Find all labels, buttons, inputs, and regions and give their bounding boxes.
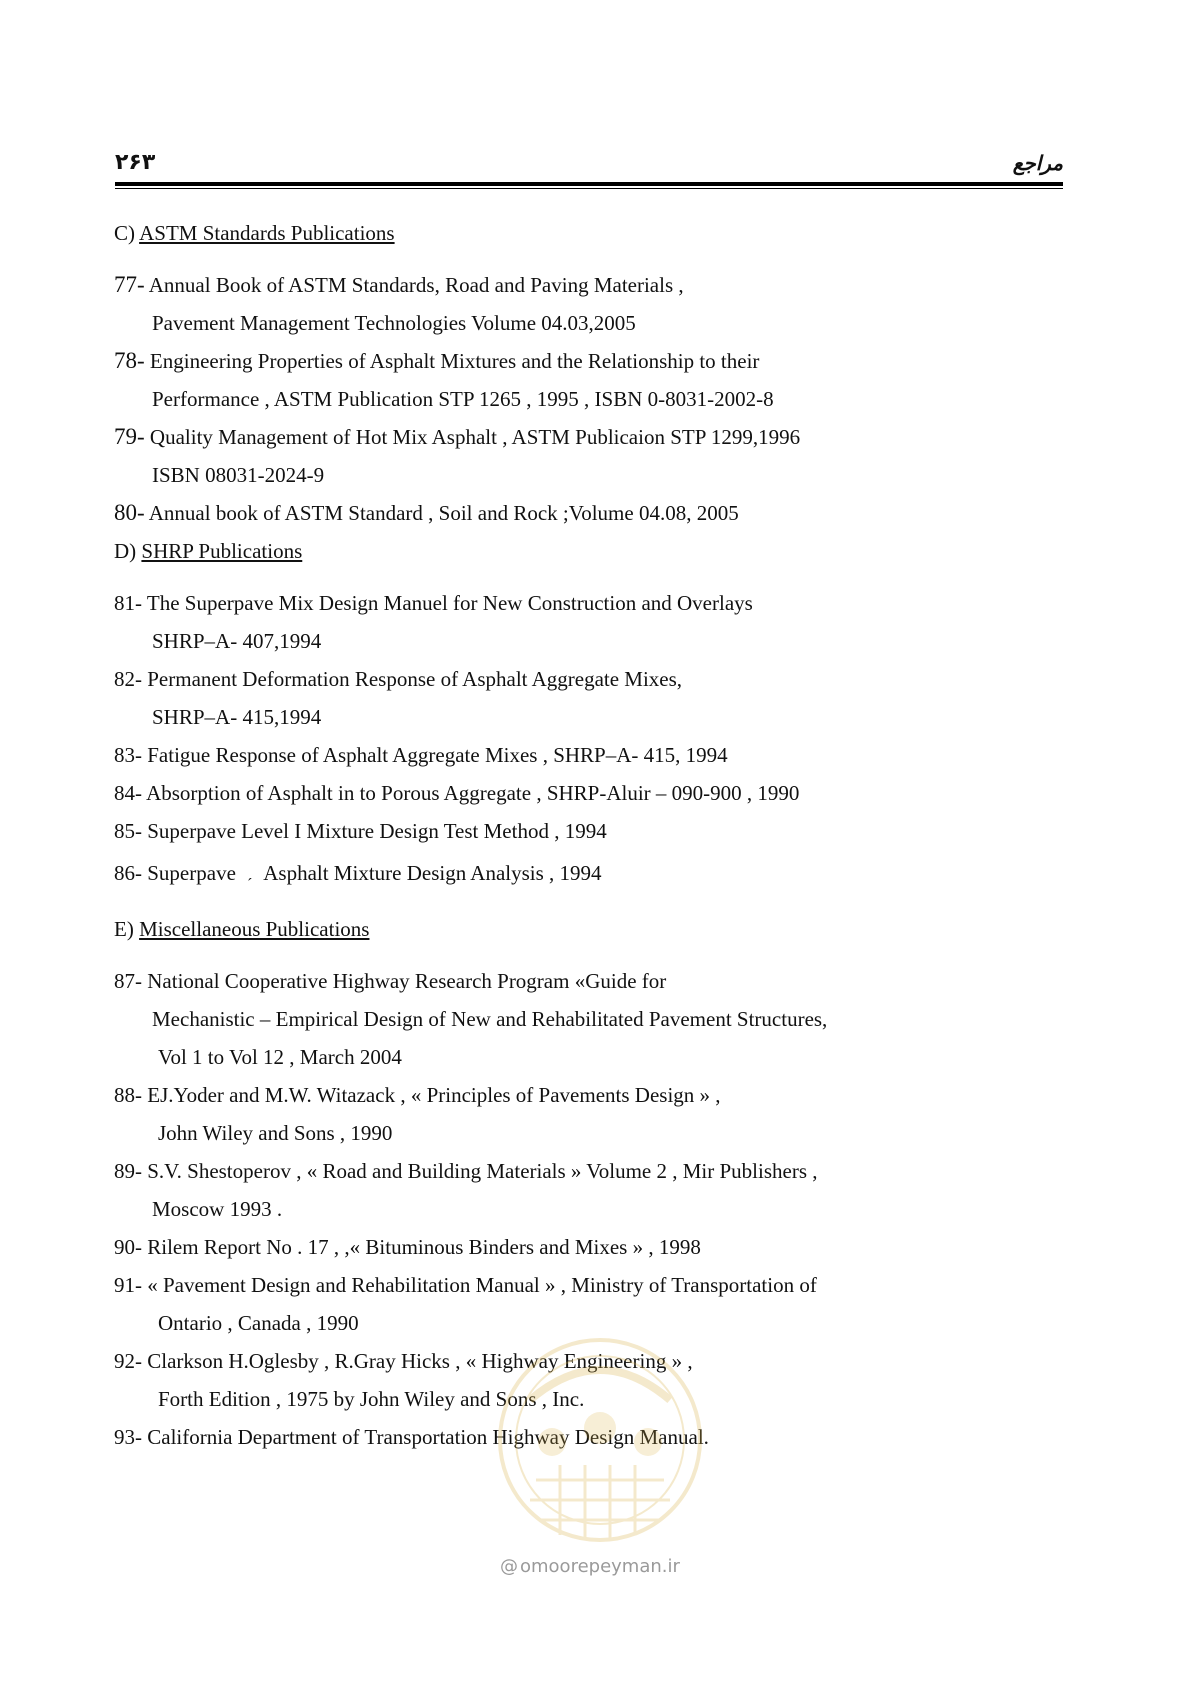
section-heading-astm: [114, 214, 994, 252]
header-rule: [115, 182, 1063, 186]
reference-text: Annual Book of ASTM Standards, Road and Paving Materials ,: [148, 273, 684, 297]
reference-text: EJ.Yoder and M.W. Witazack , « Principles of Pavements Design » ,: [147, 1083, 721, 1107]
reference-text: Superpave Level I Mixture Design Test Method , 1994: [147, 819, 607, 843]
reference-item: [114, 812, 994, 850]
reference-item: [114, 854, 994, 892]
reference-item: [114, 774, 994, 812]
reference-text-continuation: Performance , ASTM Publication STP 1265 , 1995 , ISBN 0-8031-2002-8: [152, 387, 774, 411]
running-title: مراجع: [1012, 151, 1063, 175]
reference-item: [114, 660, 994, 736]
reference-text: Quality Management of Hot Mix Asphalt , ASTM Publicaion STP 1299,1996: [149, 425, 801, 449]
reference-number: 90-: [114, 1235, 142, 1259]
reference-text-continuation: Moscow 1993 .: [152, 1197, 283, 1221]
reference-text: Permanent Deformation Response of Asphalt Aggregate Mixes,: [147, 667, 683, 691]
reference-item: [114, 1266, 994, 1342]
reference-item: [114, 962, 994, 1076]
reference-text: Superpave: [147, 861, 236, 885]
reference-text-continuation: Forth Edition , 1975 by John Wiley and Sons , Inc.: [158, 1387, 585, 1411]
reference-text: Clarkson H.Oglesby , R.Gray Hicks , « Highway Engineering » ,: [147, 1349, 693, 1373]
section-prefix: E): [114, 917, 134, 941]
reference-number: 93-: [114, 1425, 142, 1449]
references-content: [114, 214, 994, 1456]
reference-item: [114, 584, 994, 660]
section-heading-shrp: [114, 532, 994, 570]
reference-item: [114, 342, 994, 418]
reference-item: [114, 1342, 994, 1418]
reference-text-continuation: Ontario , Canada , 1990: [158, 1311, 359, 1335]
reference-number: 92-: [114, 1349, 142, 1373]
reference-list: [114, 584, 994, 892]
section-prefix: D): [114, 539, 137, 563]
reference-text: « Pavement Design and Rehabilitation Manual » , Ministry of Transportation of: [147, 1273, 817, 1297]
reference-number: 88-: [114, 1083, 142, 1107]
reference-number: 85-: [114, 819, 142, 843]
reference-number: 79-: [114, 424, 145, 449]
reference-text-continuation: SHRP–A- 407,1994: [152, 629, 322, 653]
reference-text: National Cooperative Highway Research Program «Guide for: [147, 969, 667, 993]
reference-list: [114, 962, 994, 1456]
stray-mark-glyph: ´: [247, 876, 253, 893]
reference-number: 91-: [114, 1273, 142, 1297]
reference-number: 89-: [114, 1159, 142, 1183]
reference-item: [114, 418, 994, 494]
reference-item: [114, 1418, 994, 1456]
section-miscellaneous: [114, 910, 994, 1456]
reference-text: Rilem Report No . 17 , ,« Bituminous Binders and Mixes » , 1998: [147, 1235, 701, 1259]
reference-number: 78-: [114, 348, 145, 373]
reference-number: 82-: [114, 667, 142, 691]
reference-text-continuation: ISBN 08031-2024-9: [152, 463, 325, 487]
page-header: [115, 150, 1063, 186]
section-shrp: [114, 532, 994, 892]
reference-text-continuation: Pavement Management Technologies Volume 04.03,2005: [152, 311, 636, 335]
reference-text: Asphalt Mixture Design Analysis , 1994: [263, 861, 602, 885]
reference-number: 87-: [114, 969, 142, 993]
reference-number: 86-: [114, 861, 142, 885]
reference-text: S.V. Shestoperov , « Road and Building Materials » Volume 2 , Mir Publishers ,: [147, 1159, 818, 1183]
header-rule-thin: [115, 188, 1063, 189]
reference-text: Fatigue Response of Asphalt Aggregate Mixes , SHRP–A- 415, 1994: [147, 743, 728, 767]
reference-item: [114, 494, 994, 532]
reference-text-continuation: SHRP–A- 415,1994: [152, 705, 322, 729]
reference-list: [114, 266, 994, 532]
reference-text: Annual book of ASTM Standard , Soil and Rock ;Volume 04.08, 2005: [148, 501, 739, 525]
watermark-url-text: omoorepeyman.ir: [520, 1556, 680, 1577]
reference-item: [114, 1076, 994, 1152]
reference-text: Absorption of Asphalt in to Porous Aggregate , SHRP-Aluir – 090-900 , 1990: [146, 781, 800, 805]
reference-number: 84-: [114, 781, 142, 805]
at-sign-icon: @: [500, 1556, 518, 1577]
reference-text: Engineering Properties of Asphalt Mixtures and the Relationship to their: [149, 349, 760, 373]
reference-text-continuation: Vol 1 to Vol 12 , March 2004: [158, 1045, 402, 1069]
reference-text-continuation: John Wiley and Sons , 1990: [158, 1121, 393, 1145]
reference-number: 77-: [114, 272, 145, 297]
watermark-url: [500, 1556, 680, 1577]
reference-item: [114, 1152, 994, 1228]
reference-number: 80-: [114, 500, 145, 525]
section-heading-miscellaneous: [114, 910, 994, 948]
reference-text-continuation: Mechanistic – Empirical Design of New and Rehabilitated Pavement Structures,: [152, 1007, 828, 1031]
reference-item: [114, 1228, 994, 1266]
section-title: ASTM Standards Publications: [139, 221, 395, 245]
reference-text: California Department of Transportation Highway Design Manual.: [147, 1425, 709, 1449]
reference-item: [114, 266, 994, 342]
section-prefix: C): [114, 221, 135, 245]
reference-item: [114, 736, 994, 774]
reference-text: The Superpave Mix Design Manuel for New Construction and Overlays: [146, 591, 753, 615]
reference-number: 81-: [114, 591, 142, 615]
section-astm: [114, 214, 994, 532]
section-title: SHRP Publications: [141, 539, 303, 563]
reference-number: 83-: [114, 743, 142, 767]
section-title: Miscellaneous Publications: [139, 917, 370, 941]
page-number: ۲۶۳: [115, 150, 156, 175]
